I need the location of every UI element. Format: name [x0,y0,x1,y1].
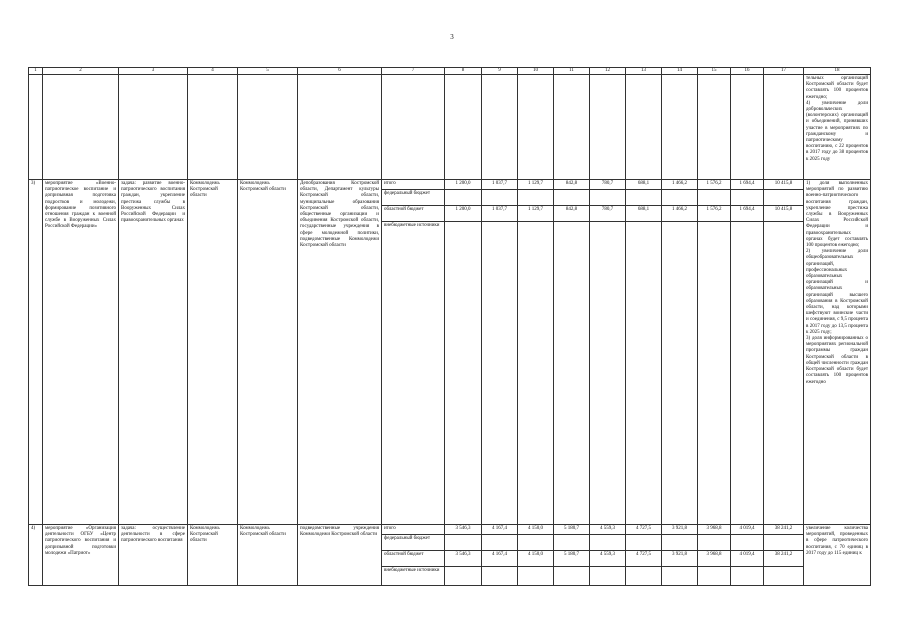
value-cell: 10 415,8 [764,180,804,190]
column-number-row [29,68,871,75]
value-cell: 780,7 [590,206,626,222]
value-cell: 4 559,3 [590,551,626,567]
value-cell: 842,8 [554,180,590,190]
col-header: 15 [698,68,731,75]
value-cell: 1 129,7 [518,180,554,190]
value-cell: 1 694,4 [731,180,764,190]
event-cell: мероприятие «Военно-патриотическое воспитание и допризывная подготовка подростков и молодежи, формирование позитивного отношения граждан к военной службе в Вооруженных Силах Российской Федерации» [43,180,119,525]
col-header: 1 [29,68,43,75]
col-header: 6 [298,68,382,75]
row-number: 4) [29,525,43,586]
outcome-cell: тельных организаций Костромской области будет составлять 100 процентов ежегодно; 4) увеличение доли добровольческих (волонтерских) организаций и объединений, принявших участие в мероприятиях по гражданскому и патриотическому воспитанию, с 22 процентов в 2017 году до 38 процентов к 2025 году [804,75,871,180]
value-cell: 4 019,4 [731,551,764,567]
value-cell: 4 167,4 [482,525,518,535]
value-cell: 4 559,3 [590,525,626,535]
value-cell: 5 180,7 [554,525,590,535]
col-header: 2 [43,68,119,75]
continuation-row [29,75,871,180]
value-cell: 3 546,3 [445,525,482,535]
col-header: 5 [238,68,298,75]
source-label: областной бюджет [382,551,445,567]
source-label: федеральный бюджет [382,190,445,206]
value-cell: 1 466,2 [662,206,698,222]
col-header: 18 [804,68,871,75]
page-number: 3 [450,33,454,41]
coordinator-cell: Коммолодежь Костромской области [188,180,238,525]
value-cell: 780,7 [590,180,626,190]
col-header: 3 [119,68,188,75]
col-header: 10 [518,68,554,75]
col-header: 11 [554,68,590,75]
value-cell: 688,1 [626,206,662,222]
value-cell: 1 129,7 [518,206,554,222]
value-cell: 688,1 [626,180,662,190]
value-cell: 1 576,2 [698,180,731,190]
col-header: 12 [590,68,626,75]
value-cell: 3 968,8 [698,551,731,567]
source-label: областной бюджет [382,206,445,222]
table-row [29,525,871,535]
value-cell: 38 241,2 [764,551,804,567]
value-cell: 4 150,0 [518,551,554,567]
value-cell: 3 968,8 [698,525,731,535]
value-cell: 4 167,4 [482,551,518,567]
task-cell: задача: развитие военно-патриотического воспитания граждан, укрепление престижа службы в Вооруженных Силах Российской Федерации и правоохранительных органах [119,180,188,525]
table-row [29,180,871,190]
col-header: 9 [482,68,518,75]
source-label: внебюджетные источники [382,222,445,525]
value-cell: 1 576,2 [698,206,731,222]
value-cell: 1 037,7 [482,206,518,222]
value-cell: 3 546,3 [445,551,482,567]
participants-cell: подведомственные учреждения Коммолодежи Костромской области [298,525,382,586]
value-cell: 4 727,5 [626,551,662,567]
value-cell: 3 921,8 [662,525,698,535]
col-header: 7 [382,68,445,75]
outcome-cell: 1) доля выполненных мероприятий по развитию военно-патриотического воспитания граждан, укрепление престижа службы в Вооруженных Силах Российской Федерации и правоохранительных органах будет составлять 100 процентов ежегодно; 2) увеличение доли общеобразовательных организаций, профессиональных образовательных организаций и образовательных организаций высшего образования в Костромской области, над которыми шефствуют воинские части и соединения, с 9,5 процента в 2017 году до 13,5 процента к 2025 году; 3) доля информированных о мероприятиях региональной программы граждан Костромской области в общей численности граждан Костромской области будет составлять 100 процентов ежегодно [804,180,871,525]
outcome-cell: увеличение количества мероприятий, проведенных в сфере патриотического воспитания, с 70 единиц в 2017 году до 115 единиц к [804,525,871,586]
value-cell: 3 921,8 [662,551,698,567]
col-header: 14 [662,68,698,75]
value-cell: 842,8 [554,206,590,222]
col-header: 13 [626,68,662,75]
value-cell: 1 037,7 [482,180,518,190]
source-label: итого [382,180,445,190]
program-table [28,67,871,586]
value-cell: 4 150,0 [518,525,554,535]
col-header: 8 [445,68,482,75]
row-number: 3) [29,180,43,525]
value-cell: 5 180,7 [554,551,590,567]
value-cell: 1 200,0 [445,180,482,190]
col-header: 4 [188,68,238,75]
coordinator-cell: Коммолодежь Костромской области [188,525,238,586]
value-cell: 1 466,2 [662,180,698,190]
value-cell: 10 415,8 [764,206,804,222]
event-cell: мероприятие «Организация деятельности ОГБУ «Центр патриотического воспитания и допризывной подготовки молодежи «Патриот» [43,525,119,586]
value-cell: 38 241,2 [764,525,804,535]
participants-cell: Депобразования Костромской области, Департамент культуры Костромской области, муниципальные образования Костромской области, общественные организации и объединения Костромской области, государственные учреждения в сфере молодежной политики, подведомственные Коммолодежи Костромской области [298,180,382,525]
value-cell: 1 694,4 [731,206,764,222]
executor-cell: Коммолодежь Костромской области [238,525,298,586]
source-label: внебюджетные источники [382,567,445,586]
value-cell: 1 200,0 [445,206,482,222]
value-cell: 4 019,4 [731,525,764,535]
executor-cell: Коммолодежь Костромской области [238,180,298,525]
col-header: 17 [764,68,804,75]
source-label: итого [382,525,445,535]
col-header: 16 [731,68,764,75]
source-label: федеральный бюджет [382,535,445,551]
task-cell: задача: осуществление деятельности в сфере патриотического воспитания [119,525,188,586]
value-cell: 4 727,5 [626,525,662,535]
